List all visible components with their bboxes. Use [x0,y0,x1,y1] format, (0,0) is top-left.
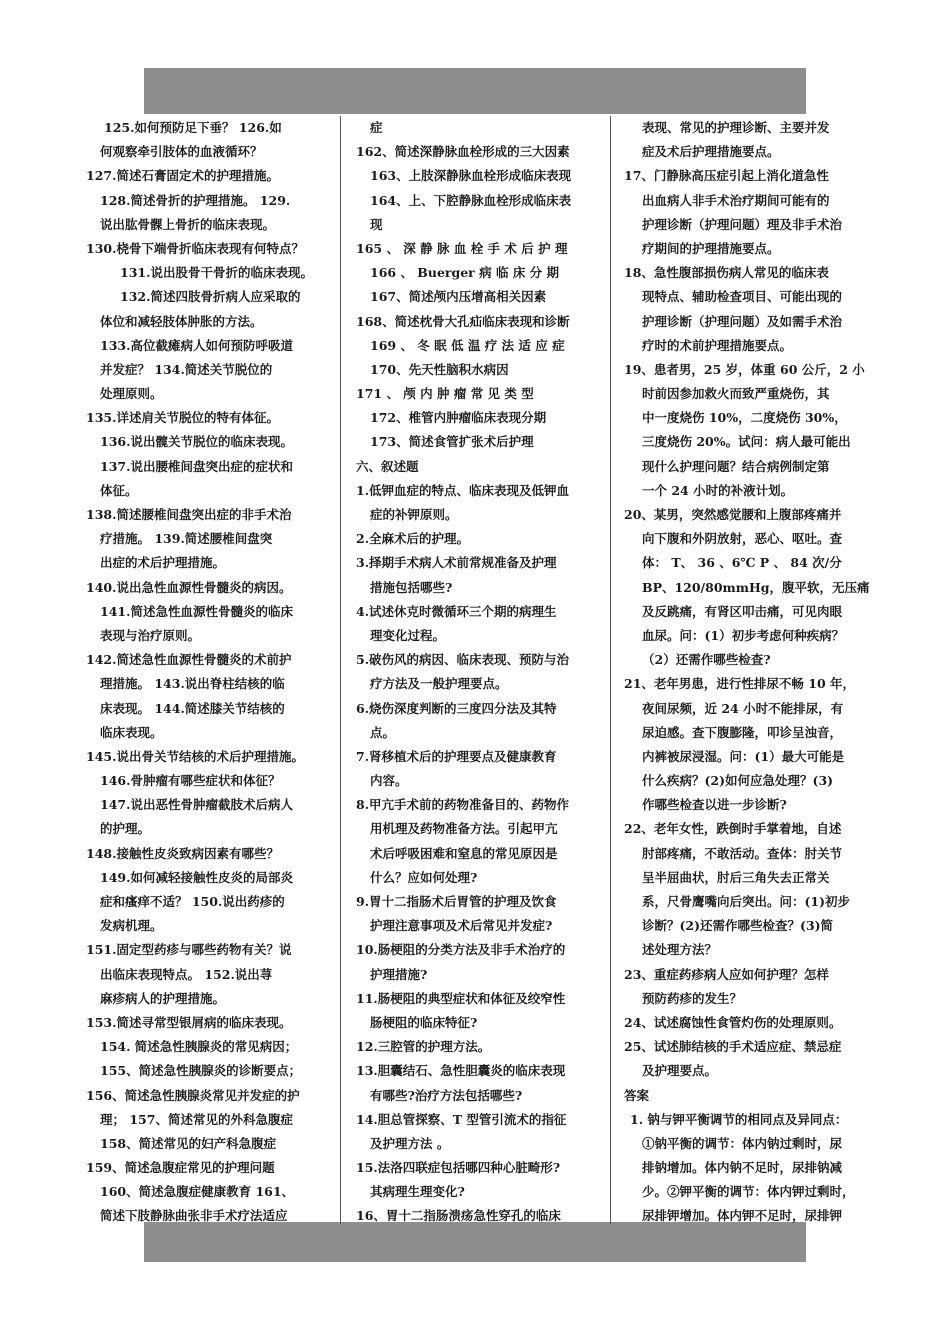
text-line: 11.肠梗阻的典型症状和体征及绞窄性 [356,990,566,1006]
text-line: 血尿。问：(1）初步考虑何种疾病？ [642,627,845,643]
text-line: 理； 157、简述常见的外科急腹症 [100,1111,293,1127]
text-line: 12.三腔管的护理方法。 [356,1039,491,1055]
text-line: 16、胃十二指肠溃疡急性穿孔的临床 [356,1208,561,1224]
text-line: 136.说出髋关节脱位的临床表现。 [100,434,293,450]
text-line: 125.如何预防足下垂？ 126.如 [104,120,282,135]
text-column-middle [356,116,598,1229]
text-line: 及护理方法 。 [370,1135,450,1151]
text-line: 170、先天性脑积水病因 [370,361,509,377]
text-line: 8.甲亢手术前的药物准备目的、药物作 [356,797,570,813]
text-line: 131.说出股骨干骨折的临床表现。 [120,265,313,281]
text-line: 140.说出急性血源性骨髓炎的病因。 [86,579,292,595]
text-line: 六、叙述题 [356,458,419,474]
text-line: 154. 简述急性胰腺炎的常见病因； [100,1039,298,1055]
text-line: 7.肾移植术后的护理要点及健康教育 [356,748,557,764]
text-line: 21、老年男患，进行性排尿不畅 10 年， [624,676,855,692]
text-line: 现特点、辅助检查项目、可能出现的 [642,289,843,305]
text-line: 什么？应如何处理? [370,869,478,885]
text-line: 体： T、 36 、6℃ P 、 84 次/分 [642,555,842,571]
text-line: 用机理及药物准备方法。引起甲亢 [370,821,558,837]
text-line: 护理措施? [370,966,428,982]
text-line: 168、简述枕骨大孔疝临床表现和诊断 [356,313,570,329]
text-line: 答案 [624,1087,650,1103]
text-line: 4.试述休克时微循环三个期的病理生 [356,603,557,619]
text-line: 162、简述深静脉血栓形成的三大因素 [356,144,570,160]
text-line: 症 [370,120,383,135]
text-line: 预防药疹的发生？ [642,990,743,1006]
text-column-left [86,116,332,1229]
text-line: 14.胆总管探察、T 型管引流术的指征 [356,1111,567,1127]
text-line: 155、简述急性胰腺炎的诊断要点； [100,1063,302,1079]
text-line: 23、重症药疹病人应如何护理？怎样 [624,966,829,982]
text-line: 167、简述颅内压增高相关因素 [370,289,547,305]
text-line: 出血病人非手术治疗期间可能有的 [642,192,830,208]
text-line: 症的补钾原则。 [370,507,458,522]
text-line: 146.骨肿瘤有哪些症状和体征？ [100,773,281,789]
text-line: 145.说出骨关节结核的术后护理措施。 [86,748,304,764]
text-line: 肠梗阻的临床特征? [370,1014,478,1030]
text-line: 的护理。 [100,821,151,837]
text-line: 少。②钾平衡的调节：体内钾过剩时， [642,1184,855,1200]
text-line: 135.详述肩关节脱位的特有体征。 [86,410,279,426]
text-line: 22、老年女性，跌倒时手掌着地，自述 [624,821,842,837]
text-line: 何观察牵引肢体的血液循环？ [100,144,263,160]
text-line: 159、简述急腹症常见的护理问题 [86,1160,275,1176]
text-line: 133.高位截瘫病人如何预防呼吸道 [100,337,293,353]
text-line: 现什么护理问题？结合病例制定第 [642,458,830,474]
text-line: 156、简述急性胰腺炎常见并发症的护 [86,1087,300,1103]
text-line: 142.简述急性血源性骨髓炎的术前护 [86,652,292,668]
text-line: 3.择期手术病人术前常规准备及护理 [356,555,557,571]
text-line: 18、急性腹部损伤病人常见的临床表 [624,265,829,281]
text-line: 出症的术后护理措施。 [100,555,226,571]
text-line: 132.简述四肢骨折病人应采取的 [120,289,301,305]
text-line: 症及术后护理措施要点。 [642,144,780,160]
text-line: 内裤被尿浸湿。问：(1）最大可能是 [642,748,845,764]
text-line: 说出肱骨髁上骨折的临床表现。 [100,216,276,232]
text-line: 19、患者男，25 岁，体重 60 公斤，2 小 [624,361,865,377]
text-line: 排钠增加。体内钠不足时，尿排钠减 [642,1160,843,1176]
text-line: BP、120/80mmHg，腹平软，无压痛 [642,579,870,595]
text-line: 呈半屈曲状，肘后三角失去正常关 [642,869,830,885]
text-line: 发病机理。 [100,918,163,934]
text-line: 诊断？(2)还需作哪些检查？(3)简 [642,918,834,934]
text-line: 173、简述食管扩张术后护理 [370,434,534,450]
text-line: 有哪些?治疗方法包括哪些? [370,1087,523,1103]
text-line: 160、简述急腹症健康教育 161、 [100,1184,295,1200]
text-line: 表现、常见的护理诊断、主要并发 [642,120,830,135]
text-line: 20、某男，突然感觉腰和上腹部疼痛并 [624,507,842,522]
text-line: 147.说出恶性骨肿瘤截肢术后病人 [100,797,293,813]
text-line: 172、椎管内肿瘤临床表现分期 [370,410,547,426]
text-line: 述处理方法？ [642,942,718,958]
text-line: 护理诊断（护理问题）及如需手术治 [642,313,843,329]
text-line: 151.固定型药疹与哪些药物有关？说 [86,942,292,958]
text-line: 165 、 深 静 脉 血 栓 手 术 后 护 理 [356,240,568,256]
column-divider [610,116,611,1224]
text-line: 一个 24 小时的补液计划。 [642,482,794,498]
text-column-right [624,116,872,1229]
text-line: 系，尺骨鹰嘴向后突出。问：(1)初步 [642,894,851,909]
text-line: 164、上、下腔静脉血栓形成临床表 [370,192,572,208]
text-line: 1.低钾血症的特点、临床表现及低钾血 [356,482,570,498]
text-line: （2）还需作哪些检查? [642,652,771,668]
text-line: 理变化过程。 [370,627,446,643]
header-band [144,68,806,114]
text-line: 130.桡骨下端骨折临床表现有何特点？ [86,240,304,256]
text-line: 其病理生理变化? [370,1184,465,1200]
text-line: 158、简述常见的妇产科急腹症 [100,1135,277,1151]
text-line: 疗措施。 139.简述腰椎间盘突 [100,531,273,547]
text-line: 尿迫感。查下腹膨隆，叩诊呈浊音， [642,724,843,740]
text-line: 13.胆囊结石、急性胆囊炎的临床表现 [356,1063,566,1079]
text-line: 作哪些检查以进一步诊断? [642,797,787,813]
text-line: 床表现。 144.简述膝关节结核的 [100,700,285,716]
text-line: 出临床表现特点。 152.说出荨 [100,966,273,982]
text-line: 15.法洛四联症包括哪四种心脏畸形? [356,1160,561,1176]
text-line: 护理诊断（护理问题）理及非手术治 [642,216,843,232]
text-line: 9.胃十二指肠术后胃管的护理及饮食 [356,894,557,909]
text-line: 127.简述石膏固定术的护理措施。 [86,168,279,184]
text-line: 163、上肢深静脉血栓形成临床表现 [370,168,572,184]
text-line: 137.说出腰椎间盘突出症的症状和 [100,458,293,474]
text-line: 128.简述骨折的护理措施。 129. [100,192,291,208]
text-line: 6.烧伤深度判断的三度四分法及其特 [356,700,557,716]
text-line: 中一度烧伤 10%，二度烧伤 30%， [642,410,847,426]
text-line: 时前因参加救火而致严重烧伤，其 [642,386,830,402]
text-line: 171 、 颅 内 肿 瘤 常 见 类 型 [356,386,534,402]
text-line: 尿排钾增加。体内钾不足时，尿排钾 [642,1208,843,1224]
text-line: 麻疹病人的护理措施。 [100,990,226,1006]
text-line: 5.破伤风的病因、临床表现、预防与治 [356,652,570,668]
text-line: 点。 [370,724,396,740]
text-line: 10.肠梗阻的分类方法及非手术治疗的 [356,942,566,958]
text-line: 疗时的术前护理措施要点。 [642,337,793,353]
column-divider [340,116,341,1224]
text-line: 138.简述腰椎间盘突出症的非手术治 [86,507,292,522]
text-line: 措施包括哪些? [370,579,453,595]
text-line: 现 [370,216,383,232]
text-line: 三度烧伤 20%。试问：病人最可能出 [642,434,851,450]
text-line: 肘部疼痛，不敢活动。查体：肘关节 [642,845,843,861]
text-line: 体征。 [100,482,138,498]
text-line: 内容。 [370,773,408,789]
text-line: 24、试述腐蚀性食管灼伤的处理原则。 [624,1014,842,1030]
text-line: 理措施。 143.说出脊柱结核的临 [100,676,285,692]
text-line: 体位和减轻肢体肿胀的方法。 [100,313,263,329]
text-line: 夜间尿频，近 24 小时不能排尿，有 [642,700,844,716]
text-line: 1. 钠与钾平衡调节的相同点及异同点： [630,1111,848,1127]
text-line: 17、门静脉高压症引起上消化道急性 [624,168,829,184]
text-line: 149.如何减轻接触性皮炎的局部炎 [100,869,293,885]
text-line: 处理原则。 [100,386,163,402]
text-line: 术后呼吸困难和窒息的常见原因是 [370,845,558,861]
text-line: 什么疾病？(2)如何应急处理？(3) [642,773,834,789]
text-line: 148.接触性皮炎致病因素有哪些？ [86,845,279,861]
text-line: 153.简述寻常型银屑病的临床表现。 [86,1014,292,1030]
text-line: 141.简述急性血源性骨髓炎的临床 [100,603,293,619]
text-line: 169 、 冬 眠 低 温 疗 法 适 应 症 [370,337,565,353]
text-line: 疗方法及一般护理要点。 [370,676,508,692]
text-line: 表现与治疗原则。 [100,627,201,643]
text-line: 2.全麻术后的护理。 [356,531,470,547]
text-line: 向下腹和外阴放射，恶心、呕吐。查 [642,531,843,547]
text-line: 及护理要点。 [642,1063,718,1079]
text-line: 简述下肢静脉曲张非手术疗法适应 [100,1208,288,1224]
text-line: 疗期间的护理措施要点。 [642,240,780,256]
text-line: 临床表现。 [100,724,163,740]
text-line: 并发症？ 134.简述关节脱位的 [100,361,273,377]
text-line: 症和瘙痒不适？ 150.说出药疹的 [100,894,285,909]
text-line: 护理注意事项及术后常见并发症? [370,918,553,934]
text-line: 25、试述肺结核的手术适应症、禁忌症 [624,1039,842,1055]
text-line: ①钠平衡的调节：体内钠过剩时，尿 [642,1135,843,1151]
text-line: 及反跳痛，有肾区叩击痛，可见肉眼 [642,603,843,619]
text-line: 166 、 Buerger 病 临 床 分 期 [370,265,560,281]
